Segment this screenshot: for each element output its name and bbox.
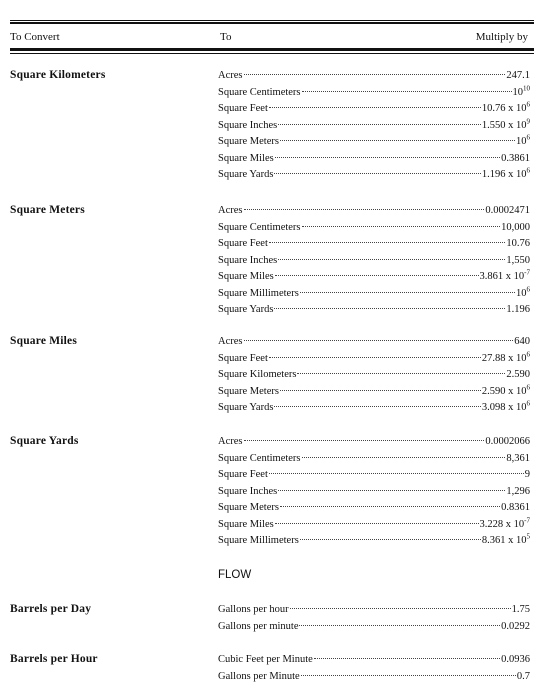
dot-leader: [314, 658, 500, 659]
multiplier-exponent: 10: [523, 84, 530, 92]
target-unit: Square Millimeters: [218, 535, 299, 546]
conversion-row: [218, 484, 530, 500]
multiplier-base: 10.76 x 10: [481, 103, 527, 114]
header-multiply-by: Multiply by: [475, 31, 528, 43]
conversion-row: [218, 101, 530, 117]
multiplier-base: 10: [512, 86, 523, 98]
dot-leader: [269, 357, 481, 358]
conversion-row: [218, 302, 530, 318]
category-label: Barrels per Hour: [10, 653, 98, 665]
multiplier: [512, 602, 530, 618]
multiplier: [482, 384, 530, 400]
dot-leader: [300, 292, 515, 293]
dot-leader: [278, 124, 481, 125]
header-to: To: [220, 31, 232, 43]
target-unit: Square Inches: [218, 254, 278, 266]
multiplier-base: 0.0292: [501, 620, 530, 632]
conversion-row: [218, 118, 530, 134]
multiplier-base: 2.590 x 10: [481, 385, 527, 397]
conversion-row: [218, 602, 530, 618]
multiplier-base: 0.3861: [501, 152, 530, 164]
dot-leader: [280, 506, 500, 507]
conversion-row: [218, 134, 530, 150]
multiplier: [506, 302, 530, 318]
dot-leader: [280, 140, 515, 141]
conversion-row: [218, 619, 530, 635]
multiplier-exponent: -7: [524, 516, 530, 524]
multiplier-exponent: 6: [526, 350, 530, 358]
multiplier-base: 8,361: [506, 452, 530, 464]
multiplier: [480, 517, 530, 533]
multiplier-base: 0.0002471: [485, 205, 530, 216]
conversion-row: [218, 286, 530, 302]
multiplier: [506, 451, 530, 467]
conversion-row: [218, 652, 530, 668]
target-unit: Square Meters: [218, 502, 279, 513]
multiplier: [506, 68, 530, 84]
multiplier: [506, 253, 530, 269]
target-unit: Square Miles: [218, 152, 274, 164]
multiplier: [525, 467, 530, 483]
conversion-row: [218, 434, 530, 450]
multiplier-base: 1.196: [506, 304, 530, 315]
dot-leader: [302, 226, 501, 227]
multiplier-exponent: 6: [526, 399, 530, 408]
target-unit: Acres: [218, 336, 243, 347]
multiplier-base: 10,000: [501, 221, 530, 233]
multiplier-exponent: -7: [524, 268, 530, 277]
dot-leader: [269, 107, 481, 108]
dot-leader: [299, 625, 500, 626]
multiplier: [501, 652, 530, 668]
dot-leader: [278, 259, 505, 260]
conversion-row: [218, 467, 530, 483]
multiplier-base: 0.7: [516, 670, 530, 682]
target-unit: Square Feet: [218, 352, 268, 364]
target-unit: Square Centimeters: [218, 86, 301, 98]
conversion-row: [218, 500, 530, 516]
target-unit: Square Kilometers: [218, 369, 297, 380]
multiplier-base: 27.88 x 10: [481, 352, 527, 364]
target-unit: Gallons per hour: [218, 604, 289, 615]
multiplier: [506, 236, 530, 252]
flow-heading: FLOW: [218, 569, 252, 581]
dot-leader: [269, 242, 506, 243]
multiplier: [482, 101, 530, 117]
multiplier: [482, 118, 530, 134]
conversion-row: [218, 351, 530, 367]
target-unit: Square Centimeters: [218, 221, 301, 233]
category-label: Square Miles: [10, 335, 78, 347]
target-unit: Square Centimeters: [218, 452, 301, 464]
target-unit: Square Millimeters: [218, 287, 299, 299]
multiplier-base: 10.76: [506, 238, 530, 249]
conversion-row: [218, 85, 530, 101]
target-unit: Square Miles: [218, 271, 274, 282]
dot-leader: [290, 608, 511, 609]
header-rule-thick: [10, 48, 534, 51]
header-rule-thin: [10, 53, 534, 54]
conversion-row: [218, 334, 530, 350]
multiplier-base: 10: [516, 287, 527, 299]
category-label: Square Meters: [10, 204, 85, 216]
target-unit: Square Meters: [218, 136, 279, 147]
target-unit: Square Inches: [218, 119, 278, 131]
multiplier: [513, 85, 531, 101]
multiplier-exponent: 6: [526, 133, 530, 142]
multiplier: [517, 669, 530, 685]
multiplier-base: 1.550 x 10: [481, 119, 527, 131]
dot-leader: [244, 340, 514, 341]
target-unit: Square Meters: [218, 385, 279, 397]
dot-leader: [275, 275, 479, 276]
multiplier: [485, 434, 530, 450]
multiplier-base: 3.098 x 10: [481, 402, 527, 413]
target-unit: Gallons per minute: [218, 620, 299, 632]
dot-leader: [301, 675, 516, 676]
conversion-row: [218, 517, 530, 533]
dot-leader: [269, 473, 524, 474]
dot-leader: [274, 173, 480, 174]
multiplier: [480, 269, 530, 285]
multiplier-base: 2.590: [506, 369, 530, 380]
multiplier-base: 640: [514, 336, 530, 347]
dot-leader: [244, 440, 485, 441]
multiplier-base: 1.75: [511, 604, 530, 615]
conversion-row: [218, 220, 530, 236]
multiplier: [482, 533, 530, 549]
multiplier: [501, 220, 530, 236]
conversion-row: [218, 533, 530, 549]
multiplier: [501, 500, 530, 516]
multiplier-base: 1.196 x 10: [481, 169, 527, 180]
conversion-row: [218, 269, 530, 285]
conversion-row: [218, 669, 530, 685]
multiplier: [485, 203, 530, 219]
multiplier: [516, 134, 530, 150]
multiplier-exponent: 9: [526, 117, 530, 125]
multiplier-base: 0.0936: [501, 654, 530, 665]
multiplier: [482, 400, 530, 416]
dot-leader: [302, 457, 506, 458]
conversion-row: [218, 451, 530, 467]
conversion-row: [218, 151, 530, 167]
dot-leader: [275, 523, 479, 524]
multiplier: [506, 484, 530, 500]
target-unit: Square Feet: [218, 103, 268, 114]
target-unit: Cubic Feet per Minute: [218, 654, 313, 665]
conversion-row: [218, 253, 530, 269]
dot-leader: [297, 373, 505, 374]
multiplier-base: 8.361 x 10: [481, 535, 527, 546]
dot-leader: [274, 406, 480, 407]
conversion-row: [218, 167, 530, 183]
multiplier-base: 3.861 x 10: [479, 271, 525, 282]
multiplier-base: 1,550: [506, 254, 530, 266]
category-label: Square Kilometers: [10, 69, 106, 81]
multiplier-exponent: 5: [526, 532, 530, 541]
multiplier-base: 1,296: [506, 485, 530, 497]
multiplier-base: 10: [516, 136, 527, 147]
conversion-row: [218, 236, 530, 252]
dot-leader: [280, 390, 481, 391]
target-unit: Gallons per Minute: [218, 670, 300, 682]
conversion-row: [218, 68, 530, 84]
conversion-row: [218, 384, 530, 400]
multiplier-exponent: 6: [526, 166, 530, 175]
dot-leader: [302, 91, 512, 92]
dot-leader: [300, 539, 481, 540]
header-to-convert: To Convert: [10, 31, 60, 43]
dot-leader: [275, 157, 500, 158]
target-unit: Acres: [218, 70, 243, 81]
multiplier-base: 0.0002066: [485, 436, 530, 447]
multiplier: [501, 151, 530, 167]
target-unit: Square Feet: [218, 469, 268, 480]
target-unit: Square Yards: [218, 169, 274, 180]
multiplier: [482, 351, 530, 367]
target-unit: Square Yards: [218, 402, 274, 413]
multiplier-base: 3.228 x 10: [479, 518, 525, 530]
multiplier: [506, 367, 530, 383]
target-unit: Square Inches: [218, 485, 278, 497]
dot-leader: [244, 209, 485, 210]
multiplier: [501, 619, 530, 635]
category-label: Barrels per Day: [10, 603, 92, 615]
multiplier-exponent: 6: [526, 383, 530, 391]
dot-leader: [274, 308, 505, 309]
conversion-row: [218, 400, 530, 416]
dot-leader: [244, 74, 506, 75]
target-unit: Square Yards: [218, 304, 274, 315]
target-unit: Square Miles: [218, 518, 274, 530]
multiplier-base: 9: [524, 469, 530, 480]
multiplier-base: 247.1: [506, 70, 530, 81]
category-label: Square Yards: [10, 435, 79, 447]
multiplier: [514, 334, 530, 350]
multiplier: [482, 167, 530, 183]
multiplier-exponent: 6: [526, 100, 530, 109]
conversion-row: [218, 203, 530, 219]
target-unit: Acres: [218, 205, 243, 216]
top-rule-thin: [10, 20, 534, 21]
multiplier-base: 0.8361: [501, 502, 530, 513]
target-unit: Square Feet: [218, 238, 268, 249]
top-rule-thick: [10, 22, 534, 24]
dot-leader: [278, 490, 505, 491]
conversion-row: [218, 367, 530, 383]
multiplier-exponent: 6: [526, 285, 530, 293]
target-unit: Acres: [218, 436, 243, 447]
multiplier: [516, 286, 530, 302]
